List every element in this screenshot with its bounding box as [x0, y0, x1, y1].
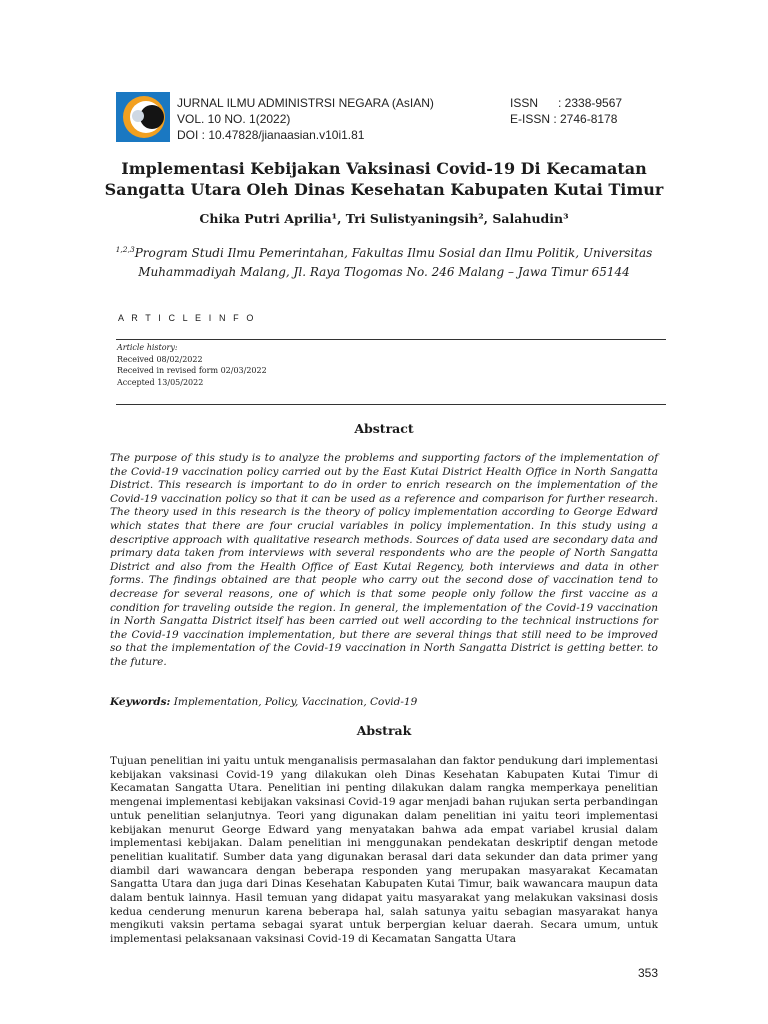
journal-logo: [116, 92, 170, 142]
journal-header: [177, 95, 627, 143]
journal-name: JURNAL ILMU ADMINISTRSI NEGARA (AsIAN): [177, 96, 434, 110]
article-title: Implementasi Kebijakan Vaksinasi Covid-19 Di Kecamatan Sangatta Utara Oleh Dinas Kesehatan Kabupaten Kutai Timur: [104, 159, 664, 199]
abstrak-text: Tujuan penelitian ini yaitu untuk menganalisis permasalahan dan faktor pendukung dari implementasi kebijakan vaksinasi Covid-19 yang dilakukan oleh Dinas Kesehatan Kabupaten Kutai Timur di Kecamatan Sangatta Utara. Penelitian ini penting dilakukan dalam rangka memperkaya penelitian mengenai implementasi kebijakan vaksinasi Covid-19 agar menjadi bahan rujukan serta perbandingan untuk penelitian selanjutnya. Teori yang digunakan dalam penelitian ini yaitu teori implementasi kebijakan menurut George Edward yang menyatakan bahwa ada empat variabel krusial dalam implementasi kebijakan. Dalam penelitian ini menggunakan pendekatan deskriptif dengan metode penelitian kualitatif. Sumber data yang digunakan berasal dari data sekunder dan data primer yang diambil dari wawancara dengan beberapa responden yang merupakan masyarakat Kecamatan Sangatta Utara dan juga dari Dinas Kesehatan Kabupaten Kutai Timur, baik wawancara maupun data dalam bentuk lainnya. Hasil temuan yang didapat yaitu masyarakat yang melakukan vaksinasi dosis kedua cenderung menurun karena beberapa hal, salah satunya yaitu sebagian masyarakat hanya mengikuti vaksin pertama sebagai syarat untuk berpergian keluar daerah. Secara umum, untuk implementasi pelaksanaan vaksinasi Covid-19 di Kecamatan Sangatta Utara: [110, 755, 658, 946]
article-history: [117, 342, 267, 388]
article-info-top-rule: [116, 339, 666, 340]
keywords-text: Implementation, Policy, Vaccination, Covid-19: [173, 696, 418, 708]
history-accepted: Accepted 13/05/2022: [117, 377, 204, 387]
history-revised: Received in revised form 02/03/2022: [117, 366, 267, 375]
journal-issn: ISSN : 2338-9567: [510, 96, 623, 110]
article-affiliation: [104, 240, 664, 282]
article-authors: Chika Putri Aprilia¹, Tri Sulistyaningsih², Salahudin³: [199, 211, 569, 226]
abstract-text: The purpose of this study is to analyze the problems and supporting factors of the implementation of the Covid-19 vaccination policy carried out by the East Kutai District Health Office in North Sangatta District. This research is important to do in order to enrich research on the implementation of the Covid-19 vaccination policy so that it can be used as a reference and comparison for further research. The theory used in this research is the theory of policy implementation according to George Edward which states that there are four crucial variables in policy implementation. In this study using a descriptive approach with qualitative research methods. Sources of data used are secondary data and primary data taken from interviews with several respondents who are the people of North Sangatta District and also from the Health Office of East Kutai Regency, both interviews and data in other forms. The findings obtained are that people who carry out the second dose of vaccination tend to decrease for several reasons, one of which is that some people only follow the first vaccine as a condition for traveling outside the region. In general, the implementation of the Covid-19 vaccination in North Sangatta District itself has been carried out well according to the technical instructions for the Covid-19 vaccination implementation, but there are several things that still need to be improved so that the implementation of the Covid-19 vaccination in North Sangatta District is getting better. to the future.: [110, 452, 658, 668]
keywords-line: [110, 696, 658, 708]
page-number: 353: [637, 966, 658, 980]
abstrak-heading: Abstrak: [356, 723, 412, 738]
affiliation-text: Program Studi Ilmu Pemerintahan, Fakultas Ilmu Sosial dan Ilmu Politik, Universitas Muhammadiyah Malang, Jl. Raya Tlogomas No. 246 Malang – Jawa Timur 65144: [134, 246, 653, 279]
history-label: Article history:: [117, 343, 178, 352]
article-info-bottom-rule: [116, 404, 666, 405]
abstract-heading: Abstract: [354, 421, 414, 436]
journal-doi: DOI : 10.47828/jianaasian.v10i1.81: [177, 128, 365, 142]
affiliation-superscript: 1,2,3: [115, 245, 135, 254]
journal-volume: VOL. 10 NO. 1(2022): [177, 112, 291, 126]
history-received: Received 08/02/2022: [117, 354, 203, 364]
journal-eissn: E-ISSN : 2746-8178: [510, 112, 618, 126]
article-info-label: A R T I C L E I N F O: [118, 313, 256, 323]
keywords-label: Keywords:: [110, 696, 171, 708]
